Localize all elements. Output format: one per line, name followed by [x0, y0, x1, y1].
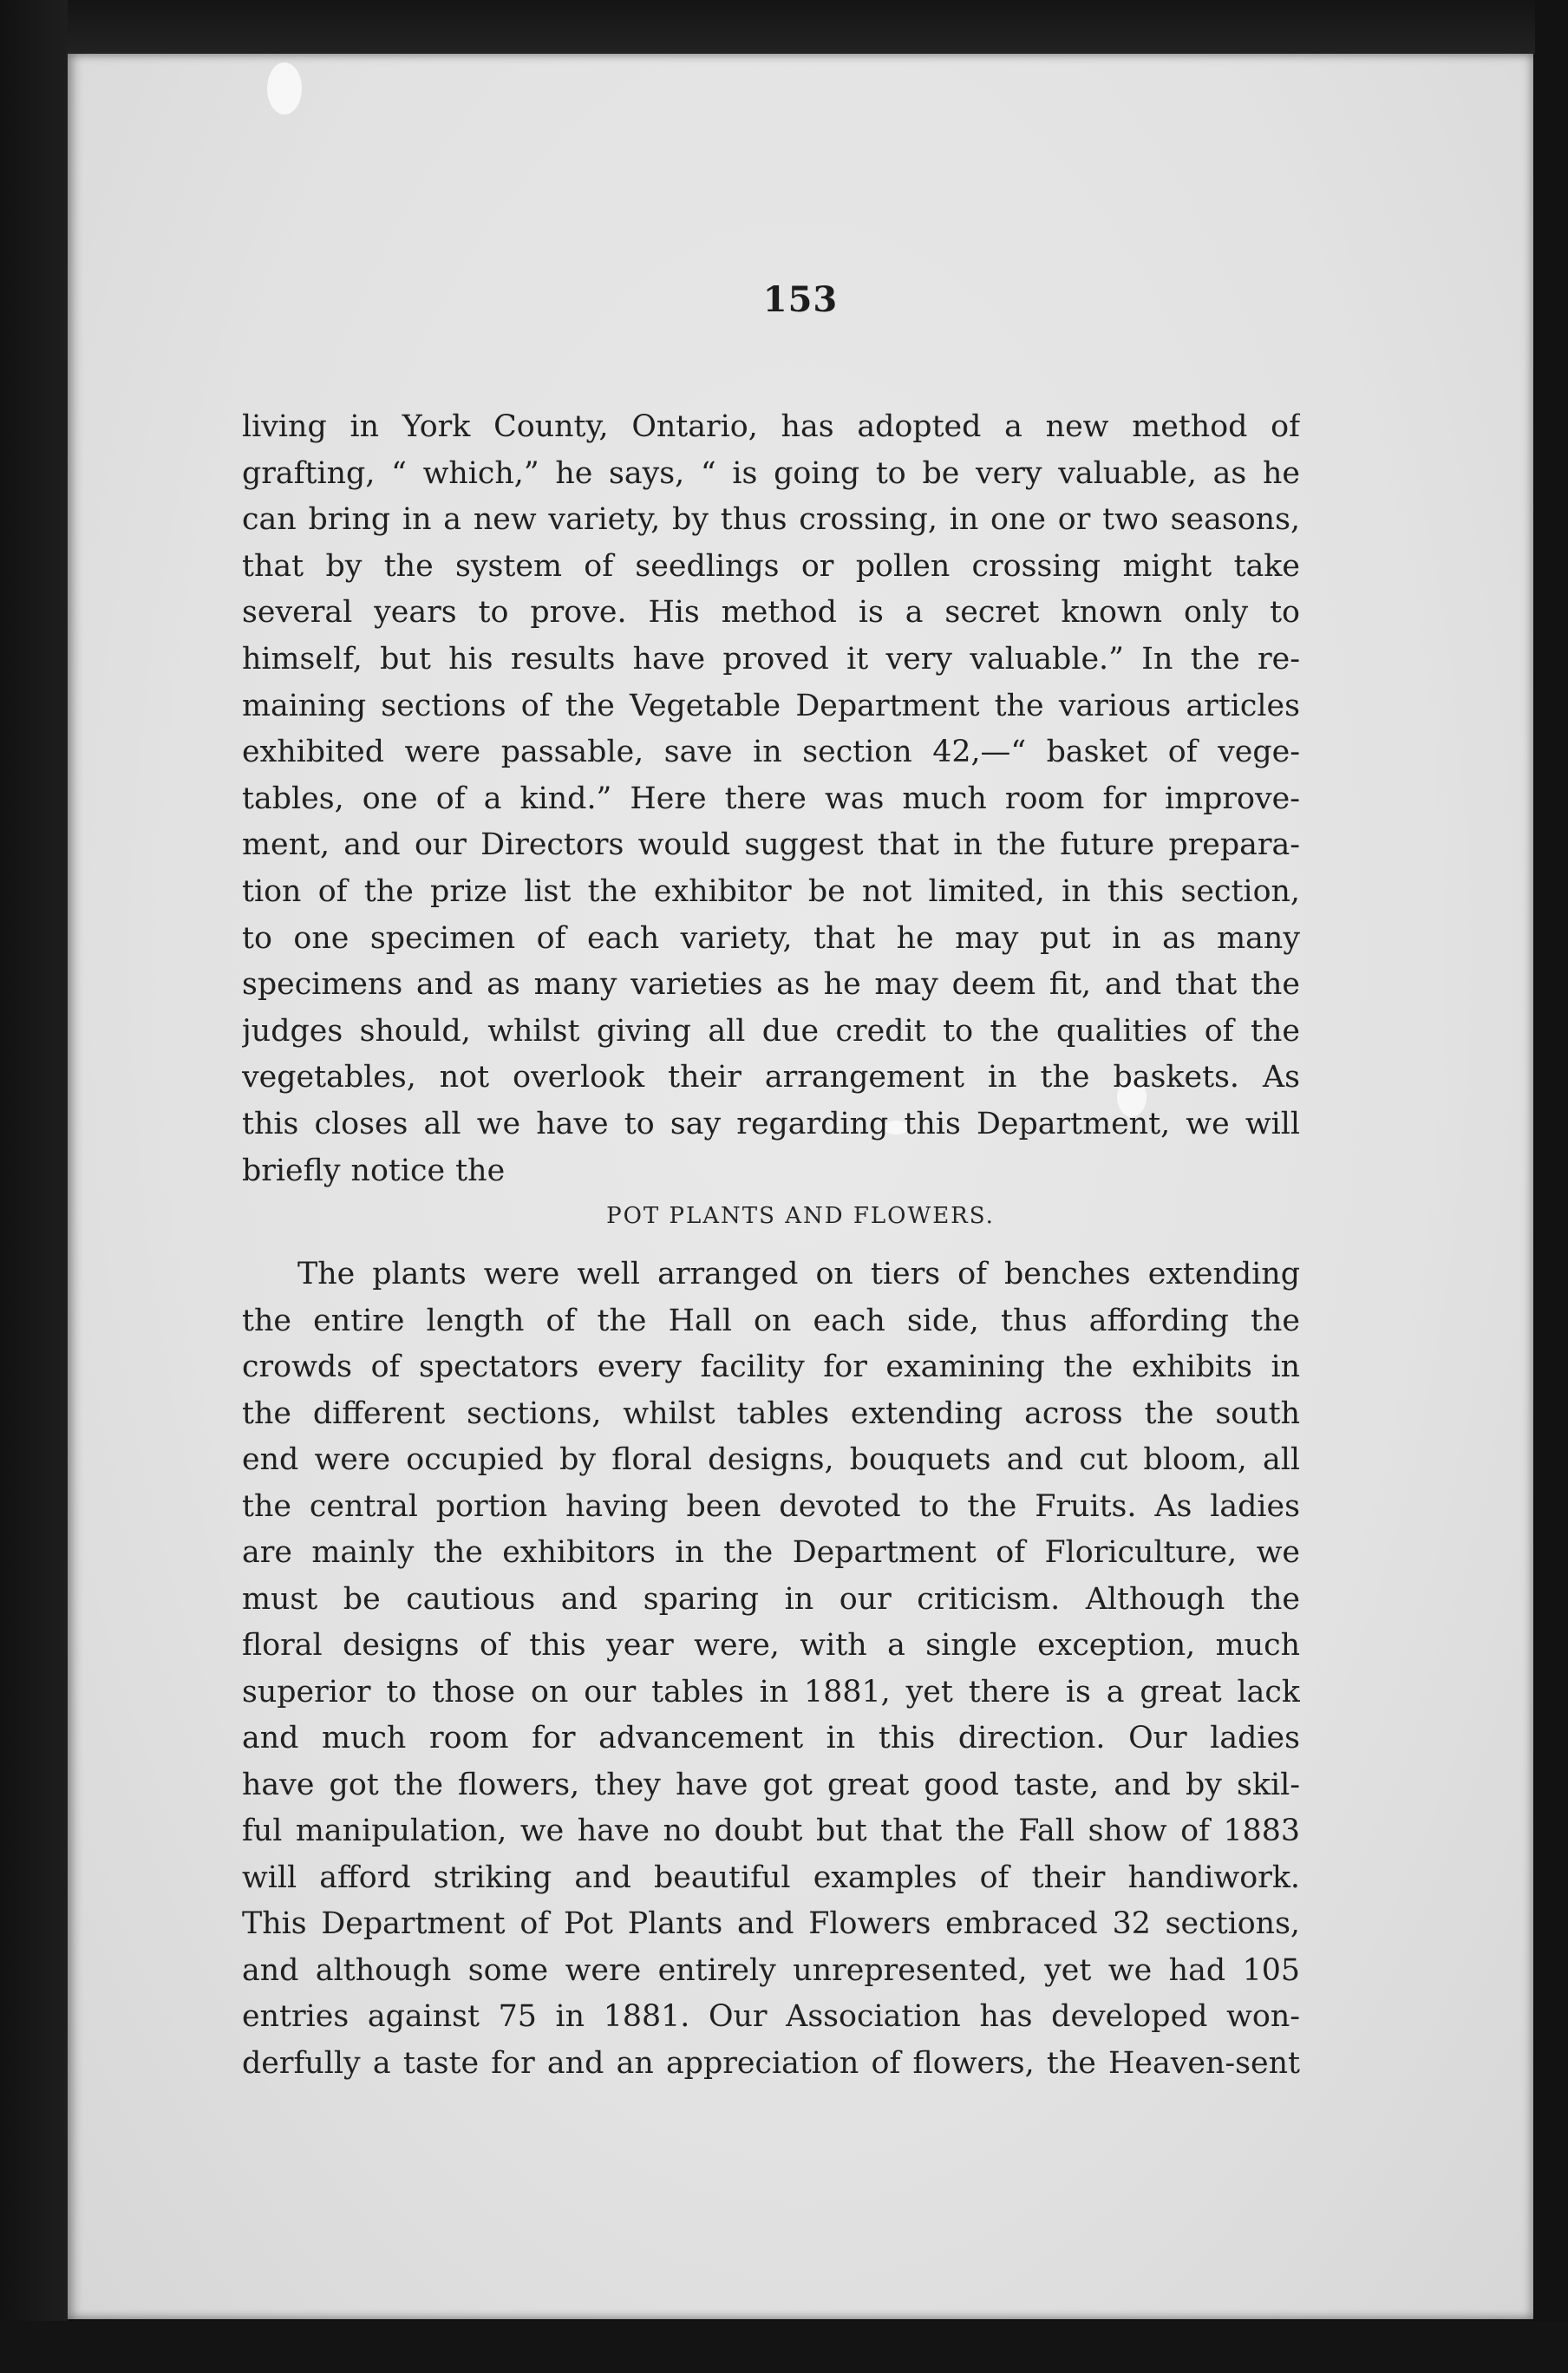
scan-border-right — [1535, 0, 1568, 2373]
text-line: ment, and our Directors would suggest that in the future prepara- — [242, 827, 1300, 863]
text-line: The plants were well arranged on tiers of benches extending — [297, 1257, 1300, 1291]
text-line: tion of the prize list the exhibitor be not limited, in this section, — [242, 873, 1300, 909]
scan-border-top — [0, 0, 1568, 54]
text-line: living in York County, Ontario, has adopted a new method of — [242, 409, 1300, 444]
book-page — [68, 54, 1533, 2319]
text-line: specimens and as many varieties as he may deem fit, and that the — [242, 967, 1300, 1003]
text-line: to one specimen of each variety, that he may put in as many — [242, 920, 1300, 956]
dust-speck — [267, 62, 302, 114]
section-heading: POT PLANTS AND FLOWERS. — [606, 1203, 995, 1229]
text-line: have got the flowers, they have got great good taste, and by skil- — [242, 1767, 1300, 1802]
text-line: and much room for advancement in this direction. Our ladies — [242, 1721, 1300, 1755]
text-line: the central portion having been devoted to the Fruits. As ladies — [242, 1488, 1300, 1524]
text-line: must be cautious and sparing in our criticism. Although the — [242, 1581, 1300, 1617]
scan-border-bottom — [0, 2321, 1568, 2373]
text-line: the entire length of the Hall on each side, thus affording the — [242, 1303, 1300, 1338]
scan-border-left — [0, 0, 68, 2373]
text-line: this closes all we have to say regarding this Department, we will — [242, 1106, 1300, 1141]
text-line: judges should, whilst giving all due credit to the qualities of the — [242, 1013, 1300, 1049]
text-line: several years to prove. His method is a secret known only to — [242, 595, 1300, 631]
paragraph-1 — [242, 404, 1300, 1194]
text-line: that by the system of seedlings or pollen crossing might take — [242, 548, 1300, 584]
text-line: ful manipulation, we have no doubt but that the Fall show of 1883 — [242, 1814, 1300, 1848]
text-line: and although some were entirely unrepresented, yet we had 105 — [242, 1952, 1300, 1988]
text-line: maining sections of the Vegetable Department the various articles — [242, 688, 1300, 723]
text-line: derfully a taste for and an appreciation of flowers, the Heaven-sent — [242, 2045, 1300, 2081]
text-line: end were occupied by floral designs, bouquets and cut bloom, all — [242, 1442, 1300, 1477]
text-line: tables, one of a kind.” Here there was much room for improve- — [242, 781, 1300, 816]
text-line: himself, but his results have proved it very valuable.” In the re- — [242, 641, 1300, 677]
text-line: are mainly the exhibitors in the Department of Floriculture, we — [242, 1535, 1300, 1570]
paragraph-2 — [242, 1252, 1300, 2087]
text-line: will afford striking and beautiful examples of their handiwork. — [242, 1860, 1300, 1895]
text-line: grafting, “ which,” he says, “ is going to be very valuable, as he — [242, 455, 1300, 491]
text-line: the different sections, whilst tables extending across the south — [242, 1396, 1300, 1431]
text-line: entries against 75 in 1881. Our Association has developed won- — [242, 1999, 1300, 2034]
text-line: vegetables, not overlook their arrangement in the baskets. As — [242, 1060, 1300, 1095]
text-line: briefly notice the — [242, 1153, 506, 1188]
text-line: superior to those on our tables in 1881, yet there is a great lack — [242, 1674, 1300, 1709]
page-number: 153 — [762, 279, 839, 320]
text-line: floral designs of this year were, with a single exception, much — [242, 1628, 1300, 1663]
text-line: can bring in a new variety, by thus crossing, in one or two seasons, — [242, 502, 1300, 538]
text-line: exhibited were passable, save in section 42,—“ basket of vege- — [242, 735, 1300, 770]
text-line: This Department of Pot Plants and Flowers embraced 32 sections, — [242, 1906, 1300, 1941]
text-line: crowds of spectators every facility for examining the exhibits in — [242, 1350, 1300, 1384]
